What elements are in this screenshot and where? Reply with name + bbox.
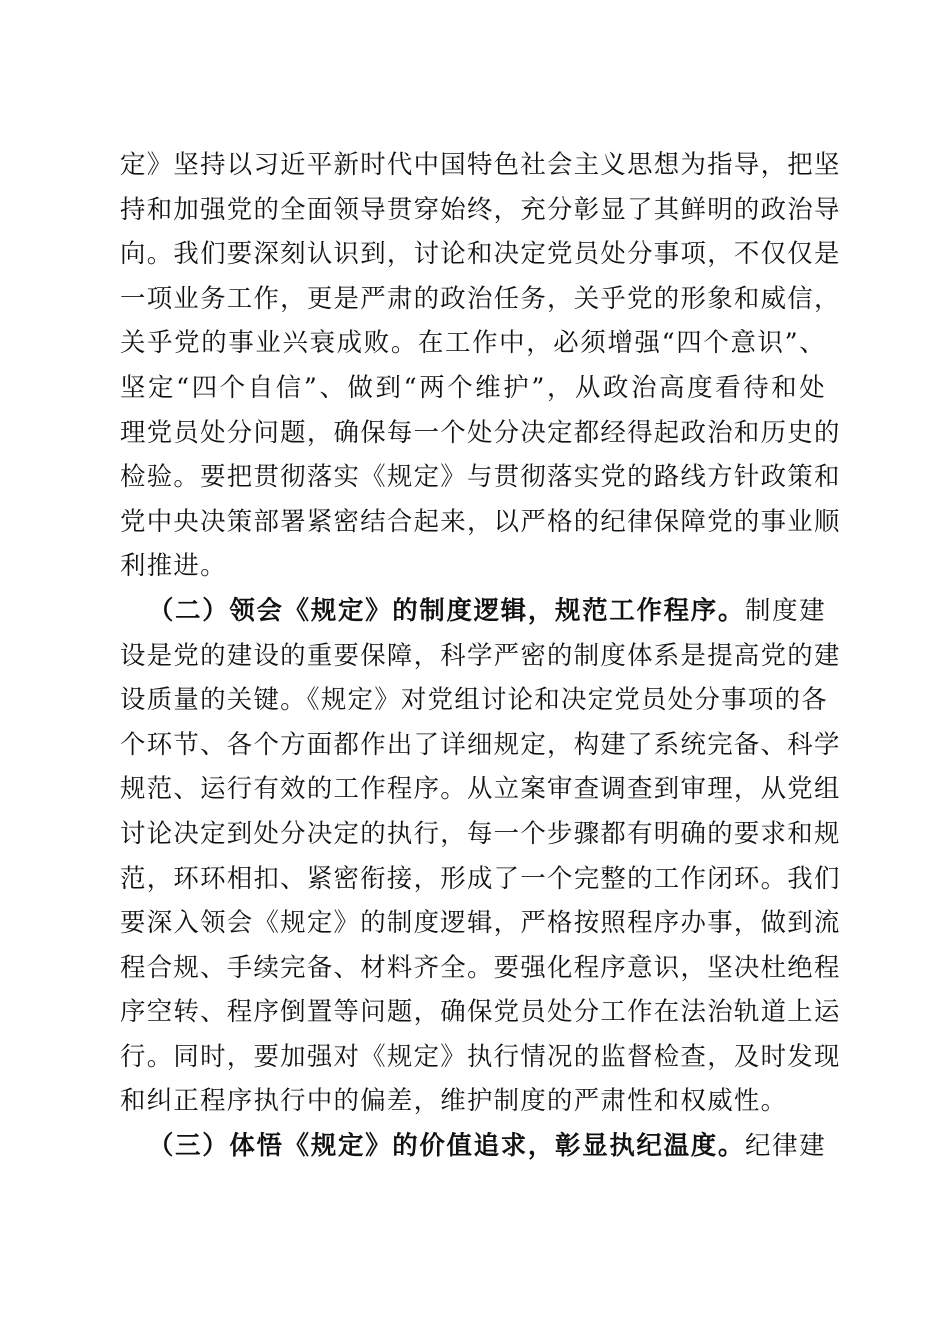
paragraph-institutional-logic: [120, 588, 841, 1123]
text-run: 纪律建: [745, 1130, 826, 1161]
text-line: 个环节、各个方面都作出了详细规定，构建了系统完备、科学: [120, 728, 841, 759]
text-line: 范，环环相扣、紧密衔接，形成了一个完整的工作闭环。我们: [120, 862, 841, 893]
paragraph-political-orientation: [120, 142, 841, 588]
text-line: 要深入领会《规定》的制度逻辑，严格按照程序办事，做到流: [120, 907, 841, 938]
section-heading: （二）领会《规定》的制度逻辑，规范工作程序。: [148, 594, 746, 625]
text-line: 规范、运行有效的工作程序。从立案审查调查到审理，从党组: [120, 773, 841, 804]
section-heading: （三）体悟《规定》的价值追求，彰显执纪温度。: [148, 1130, 746, 1161]
text-line: 检验。要把贯彻落实《规定》与贯彻落实党的路线方针政策和: [120, 461, 841, 492]
text-line: 和纠正程序执行中的偏差，维护制度的严肃性和权威性。: [120, 1085, 788, 1116]
text-run: 制度建: [745, 594, 826, 625]
paragraph-value-pursuit: [120, 1123, 826, 1168]
text-line: 行。同时，要加强对《规定》执行情况的监督检查，及时发现: [120, 1040, 841, 1071]
text-line: 持和加强党的全面领导贯穿始终，充分彰显了其鲜明的政治导: [120, 193, 841, 224]
text-line: 一项业务工作，更是严肃的政治任务，关乎党的形象和威信，: [120, 282, 841, 313]
text-line: 设是党的建设的重要保障，科学严密的制度体系是提高党的建: [120, 639, 841, 670]
text-line: 理党员处分问题，确保每一个处分决定都经得起政治和历史的: [120, 416, 841, 447]
text-line: 程合规、手续完备、材料齐全。要强化程序意识，坚决杜绝程: [120, 951, 841, 982]
text-line: 讨论决定到处分决定的执行，每一个步骤都有明确的要求和规: [120, 817, 841, 848]
text-line: 关乎党的事业兴衰成败。在工作中，必须增强“四个意识”、: [120, 327, 826, 358]
section-heading-line: [120, 588, 826, 633]
text-line: 利推进。: [120, 550, 227, 581]
document-body: [120, 142, 841, 1168]
section-heading-line: [120, 1123, 826, 1168]
text-line: 党中央决策部署紧密结合起来，以严格的纪律保障党的事业顺: [120, 505, 841, 536]
text-line: 坚定“四个自信”、做到“两个维护”，从政治高度看待和处: [120, 371, 826, 402]
text-line: 设质量的关键。《规定》对党组讨论和决定党员处分事项的各: [120, 684, 828, 715]
text-line: 定》坚持以习近平新时代中国特色社会主义思想为指导，把坚: [120, 149, 841, 179]
text-line: 序空转、程序倒置等问题，确保党员处分工作在法治轨道上运: [120, 996, 841, 1027]
text-line: 向。我们要深刻认识到，讨论和决定党员处分事项，不仅仅是: [120, 238, 841, 269]
